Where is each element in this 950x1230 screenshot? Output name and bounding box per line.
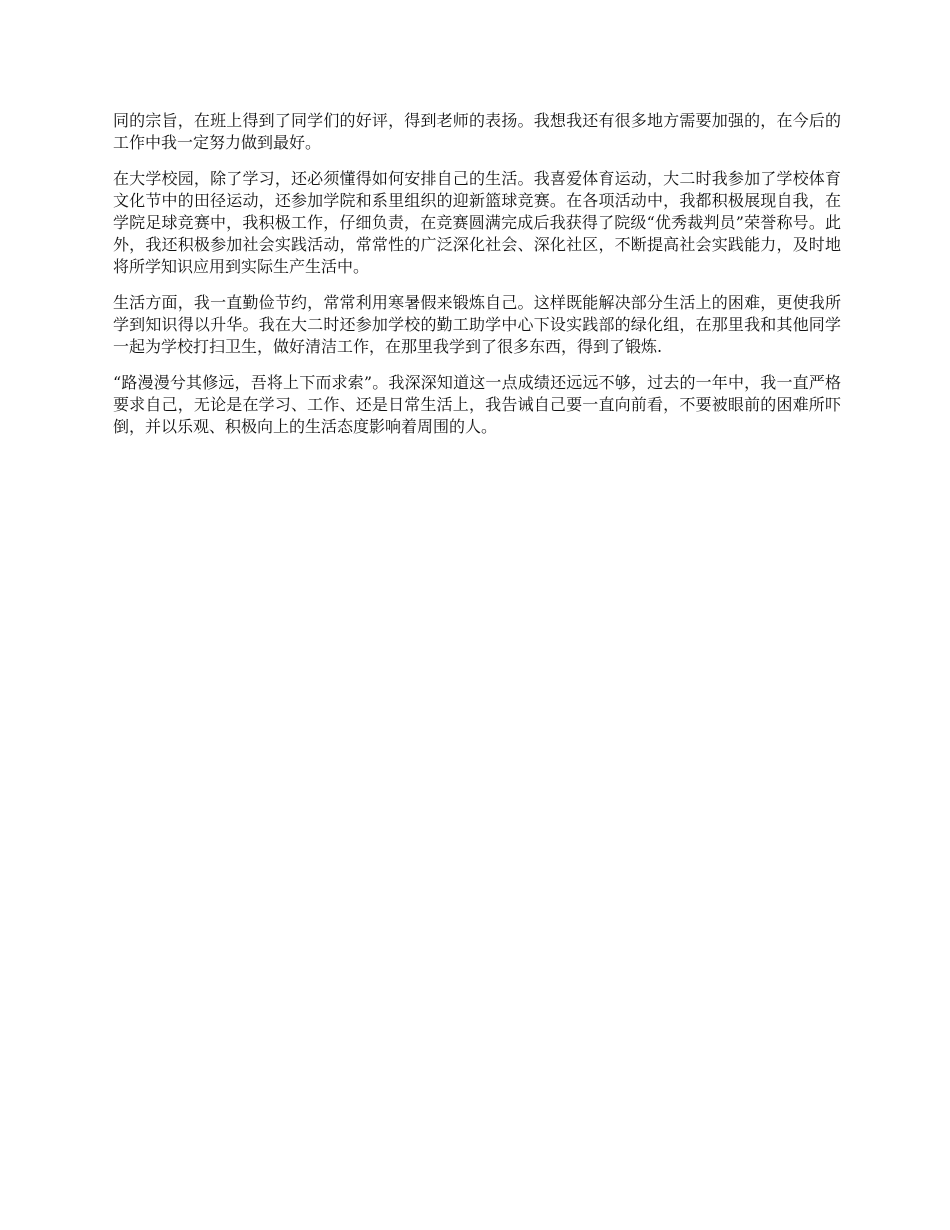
paragraph-3: 生活方面，我一直勤俭节约，常常利用寒暑假来锻炼自己。这样既能解决部分生活上的困难，更使我所学到知识得以升华。我在大二时还参加学校的勤工助学中心下设实践部的绿化组，在那里我和其他同学一起为学校打扫卫生，做好清洁工作，在那里我学到了很多东西，得到了锻炼.: [113, 293, 841, 356]
paragraph-2: 在大学校园，除了学习，还必须懂得如何安排自己的生活。我喜爱体育运动，大二时我参加了学校体育文化节中的田径运动，还参加学院和系里组织的迎新篮球竞赛。在各项活动中，我都积极展现自我，在学院足球竞赛中，我积极工作，仔细负责，在竞赛圆满完成后我获得了院级“优秀裁判员”荣誉称号。此外，我还积极参加社会实践活动，常常性的广泛深化社会、深化社区，不断提高社会实践能力，及时地将所学知识应用到实际生产生活中。: [113, 169, 841, 276]
paragraph-1: 同的宗旨，在班上得到了同学们的好评，得到老师的表扬。我想我还有很多地方需要加强的，在今后的工作中我一定努力做到最好。: [113, 111, 841, 152]
document-body: [113, 110, 841, 452]
paragraph-4: “路漫漫兮其修远，吾将上下而求索”。我深深知道这一点成绩还远远不够，过去的一年中，我一直严格要求自己，无论是在学习、工作、还是日常生活上，我告诫自己要一直向前看，不要被眼前的困难所吓倒，并以乐观、积极向上的生活态度影响着周围的人。: [113, 373, 841, 436]
